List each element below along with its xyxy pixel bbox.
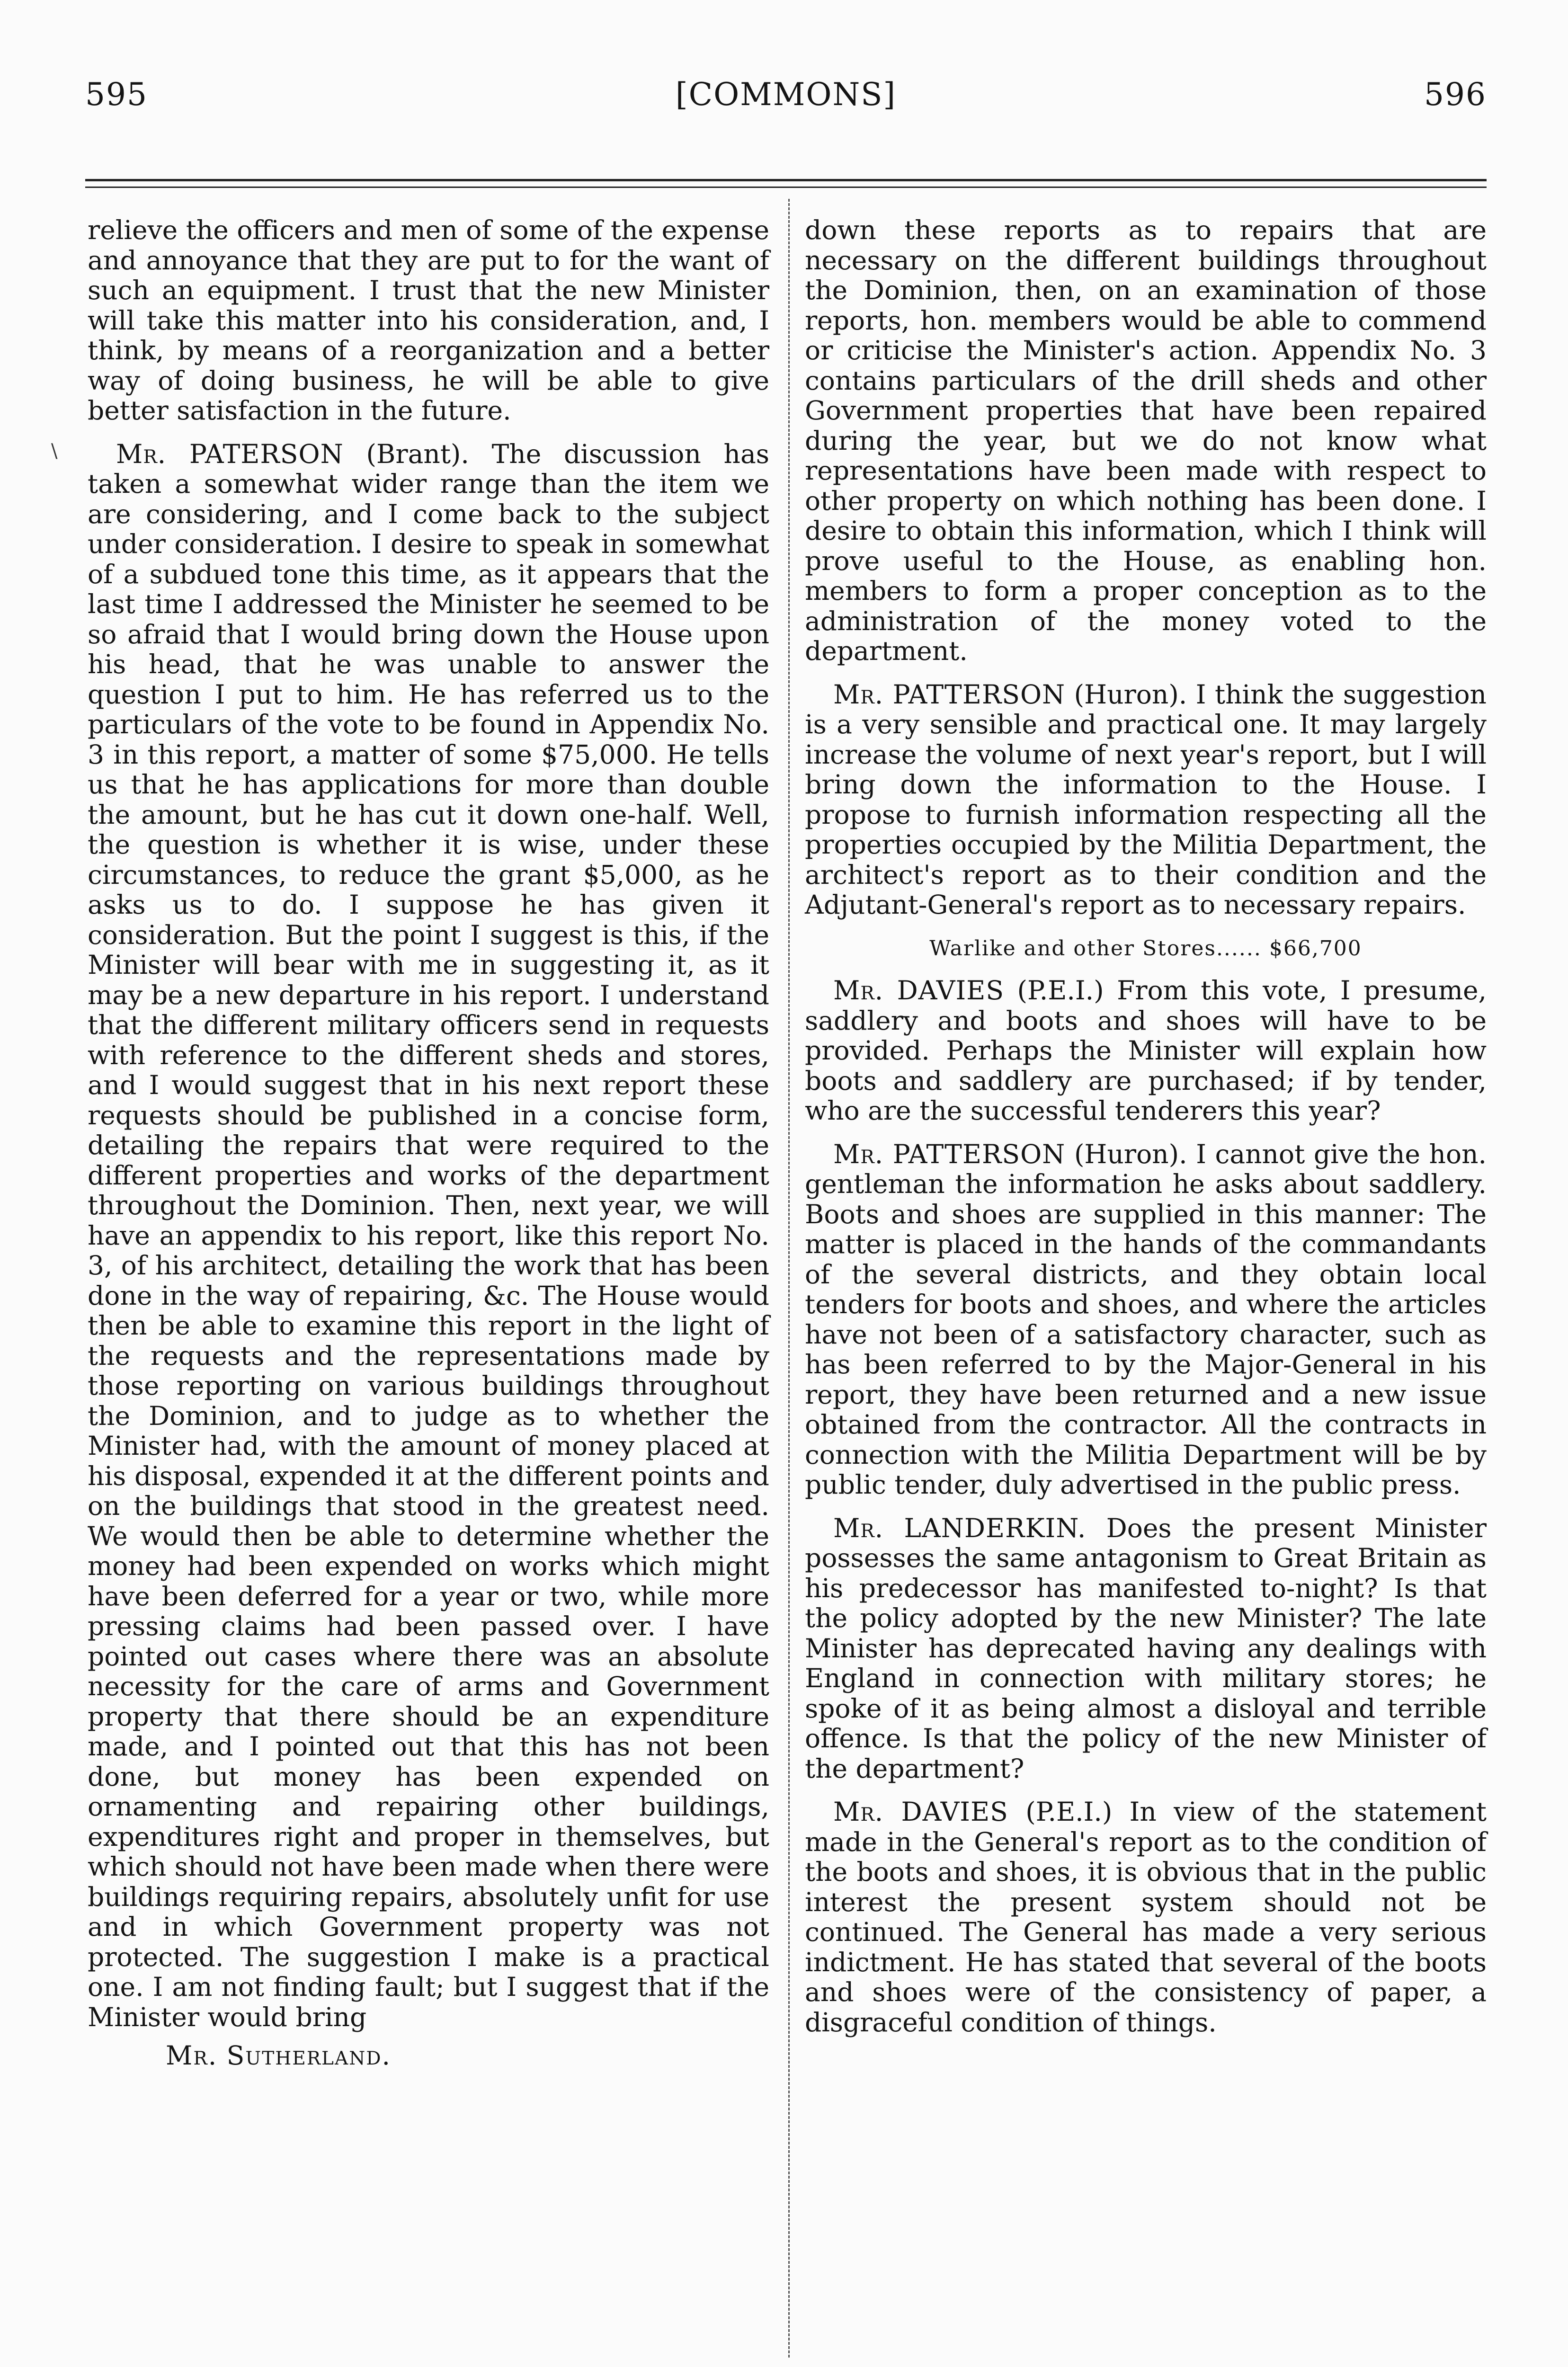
right-page-number: 596 [1424, 76, 1487, 113]
running-title: [COMMONS] [675, 76, 897, 113]
right-paragraph-patterson-1 [805, 680, 1487, 920]
speaker-riding: (P.E.I.) [1008, 1797, 1113, 1827]
speaker-name: Mr. PATERSON [116, 438, 344, 469]
speaker-riding: (Brant). [343, 438, 469, 469]
speaker-name: Mr. PATTERSON [833, 679, 1066, 710]
speaker-name: Mr. DAVIES [833, 1797, 1008, 1827]
speaker-riding: (Huron). [1065, 679, 1187, 710]
speech-text: From this vote, I presume, saddlery and boots and shoes will have to be provided. Perhaps the Minister will explain how boots and saddlery are purchased; if by tender, who are the successful tenderers this year? [805, 975, 1487, 1126]
left-column [88, 215, 769, 2084]
margin-mark: \ [51, 440, 58, 462]
speaker-riding: (Huron). [1065, 1139, 1187, 1169]
right-column [805, 215, 1487, 2051]
next-speaker-catchword [88, 2041, 769, 2071]
speech-text: Does the present Minister possesses the same antagonism to Great Britain as his predecessor has manifested to-night? Is that the policy adopted by the new Minister? The late Minister has deprecated having any dealings with England in connection with military stores; he spoke of it as being almost a disloyal and terrible offence. Is that the policy of the new Minister of the department? [805, 1513, 1487, 1784]
speech-text: In view of the statement made in the General's report as to the condition of the boots and shoes, it is obvious that in the public interest the present system should not be continued. The General has made a very serious indictment. He has stated that several of the boots and shoes were of the consistency of paper, a disgraceful condition of things. [805, 1797, 1487, 2038]
speech-text: I cannot give the hon. gentleman the information he asks about saddlery. Boots and shoes are supplied in this manner: The matter is placed in the hands of the commandants of the several districts, and they obtain local tenders for boots and shoes, and where the articles have not been of a satisfactory character, such as has been referred to by the Major-General in his report, they have been returned and a new issue obtained from the contractor. All the contracts in connection with the Militia Department will be by public tender, duly advertised in the public press. [805, 1139, 1487, 1500]
left-paragraph-1: relieve the officers and men of some of the expense and annoyance that they are put to for the want of such an equipment. I trust that the new Minister will take this matter into his consideration, and, I think, by means of a reorganization and a better way of doing business, he will be able to give better satisfaction in the future. [88, 215, 769, 426]
speaker-name: Mr. LANDERKIN. [833, 1513, 1087, 1543]
header-rule-thin [85, 187, 1487, 188]
right-paragraph-davies-1 [805, 976, 1487, 1126]
left-paragraph-paterson [88, 439, 769, 2033]
speech-text: The discussion has taken a somewhat wider range than the item we are considering, and I come back to the subject under consideration. I desire to speak in somewhat of a subdued tone this time, as it appears that the last time I addressed the Minister he seemed to be so afraid that I would bring down the House upon his head, that he was unable to answer the question I put to him. He has referred us to the particulars of the vote to be found in Appendix No. 3 in this report, a matter of some $75,000. He tells us that he has applications for more than double the amount, but he has cut it down one-half. Well, the question is whether it is wise, under these circumstances, to reduce the grant $5,000, as he asks us to do. I suppose he has given it consideration. But the point I suggest is this, if the Minister will bear with me in suggesting it, as it may be a new departure in his report. I understand that the different military officers send in requests with reference to the different sheds and stores, and I would suggest that in his next report these requests should be published in a concise form, detailing the repairs that were required to the different properties and works of the department throughout the Dominion. Then, next year, we will have an appendix to his report, like this report No. 3, of his architect, detailing the work that has been done in the way of repairing, &c. The House would then be able to examine this report in the light of the requests and the representations made by those reporting on various buildings throughout the Dominion, and to judge as to whether the Minister had, with the amount of money placed at his disposal, expended it at the different points and on the buildings that stood in the greatest need. We would then be able to determine whether the money had been expended on works which might have been deferred for a year or two, while more pressing claims had been passed over. I have pointed out cases where there was an absolute necessity for the care of arms and Government property that there should be an expenditure made, and I pointed out that this has not been done, but money has been expended on ornamenting and repairing other buildings, expenditures right and proper in themselves, but which should not have been made when there were buildings requiring repairs, absolutely unfit for use and in which Government property was not protected. The suggestion I make is a practical one. I am not finding fault; but I suggest that if the Minister would bring [88, 438, 769, 2032]
signature-name: r. Sutherland. [193, 2040, 392, 2071]
signature-prefix: M [166, 2040, 194, 2071]
right-paragraph-patterson-2 [805, 1139, 1487, 1500]
speaker-name: Mr. DAVIES [833, 975, 1004, 1006]
left-page-number: 595 [85, 76, 148, 113]
right-paragraph-1: down these reports as to repairs that are necessary on the different buildings throughout the Dominion, then, on an examination of those reports, hon. members would be able to commend or criticise the Minister's action. Appendix No. 3 contains particulars of the drill sheds and other Government properties that have been repaired during the year, but we do not know what representations have been made with respect to other property on which nothing has been done. I desire to obtain this information, which I think will prove useful to the House, as enabling hon. members to form a proper conception as to the administration of the money voted to the department. [805, 215, 1487, 666]
page-header [85, 71, 1487, 123]
right-paragraph-landerkin [805, 1513, 1487, 1784]
speech-text: I think the suggestion is a very sensible and practical one. It may largely increase the volume of next year's report, but I will bring down the information to the House. I propose to furnish information respecting all the properties occupied by the Militia Department, the architect's report as to their condition and the Adjutant-General's report as to necessary repairs. [805, 679, 1487, 920]
column-divider [788, 199, 790, 2358]
speaker-riding: (P.E.I.) [1004, 975, 1104, 1006]
header-rule-thick [85, 179, 1487, 181]
right-paragraph-davies-2 [805, 1797, 1487, 2038]
vote-item-line: Warlike and other Stores...... $66,700 [929, 936, 1362, 961]
speaker-name: Mr. PATTERSON [833, 1139, 1066, 1169]
